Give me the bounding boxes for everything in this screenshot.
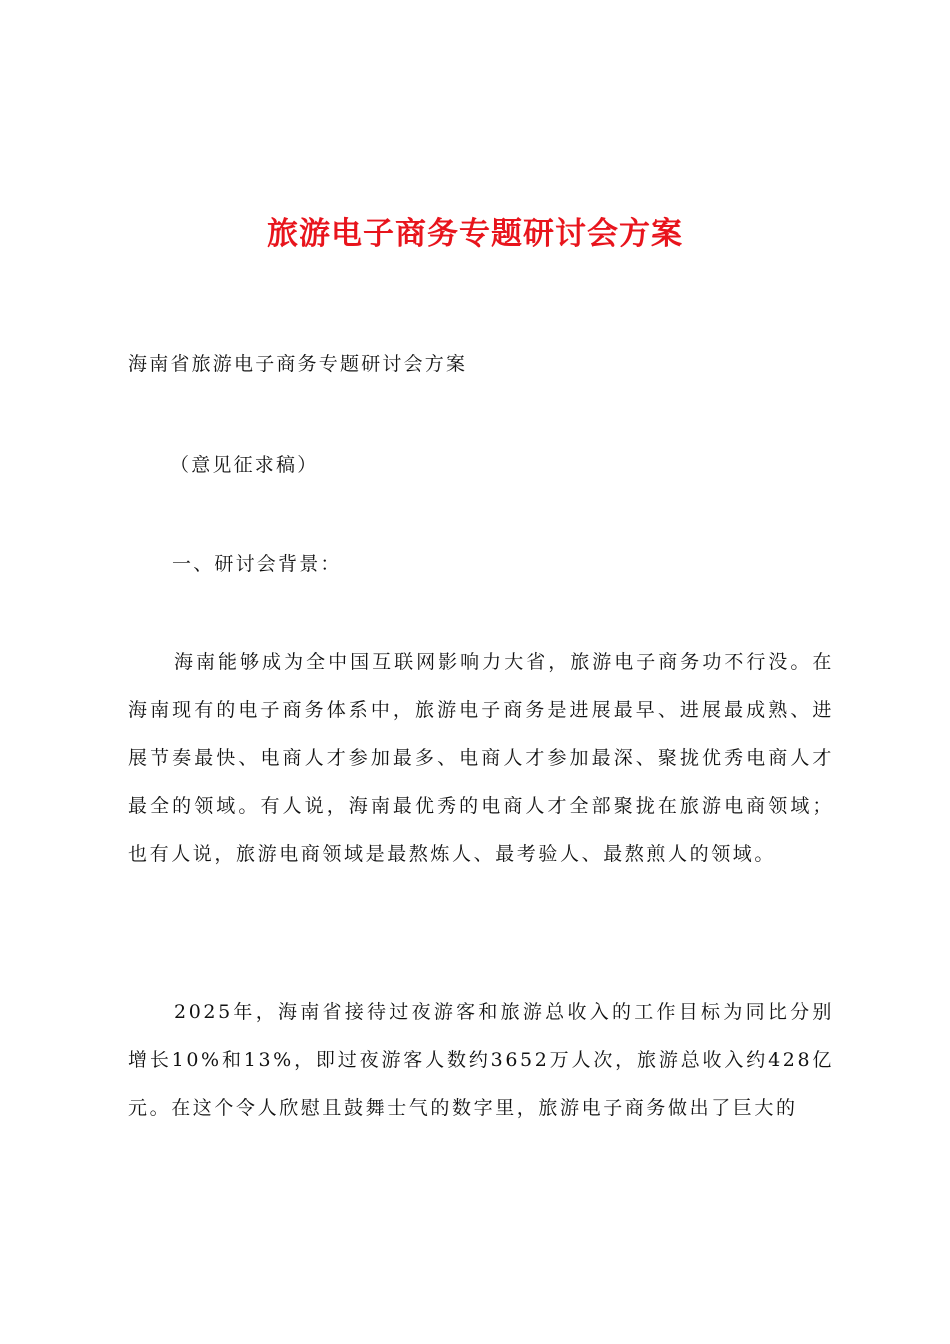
paragraph-statistics: 2025年，海南省接待过夜游客和旅游总收入的工作目标为同比分别增长10%和13%，即过夜游客人数约3652万人次，旅游总收入约428亿元。在这个令人欣慰且鼓舞士气的数字里，旅游电子商务做出了巨大的 xyxy=(128,1001,834,1119)
section-heading-background: 一、研讨会背景： xyxy=(172,553,342,575)
paragraph-background: 海南能够成为全中国互联网影响力大省，旅游电子商务功不行没。在海南现有的电子商务体系中，旅游电子商务是进展最早、进展最成熟、进展节奏最快、电商人才参加最多、电商人才参加最深、聚拢优秀电商人才最全的领域。有人说，海南最优秀的电商人才全部聚拢在旅游电商领域；也有人说，旅游电商领域是最熬炼人、最考验人、最熬煎人的领域。 xyxy=(128,651,834,865)
draft-note: （意见征求稿） xyxy=(170,454,319,476)
document-title: 旅游电子商务专题研讨会方案 xyxy=(267,216,683,252)
document-subtitle: 海南省旅游电子商务专题研讨会方案 xyxy=(128,353,468,375)
